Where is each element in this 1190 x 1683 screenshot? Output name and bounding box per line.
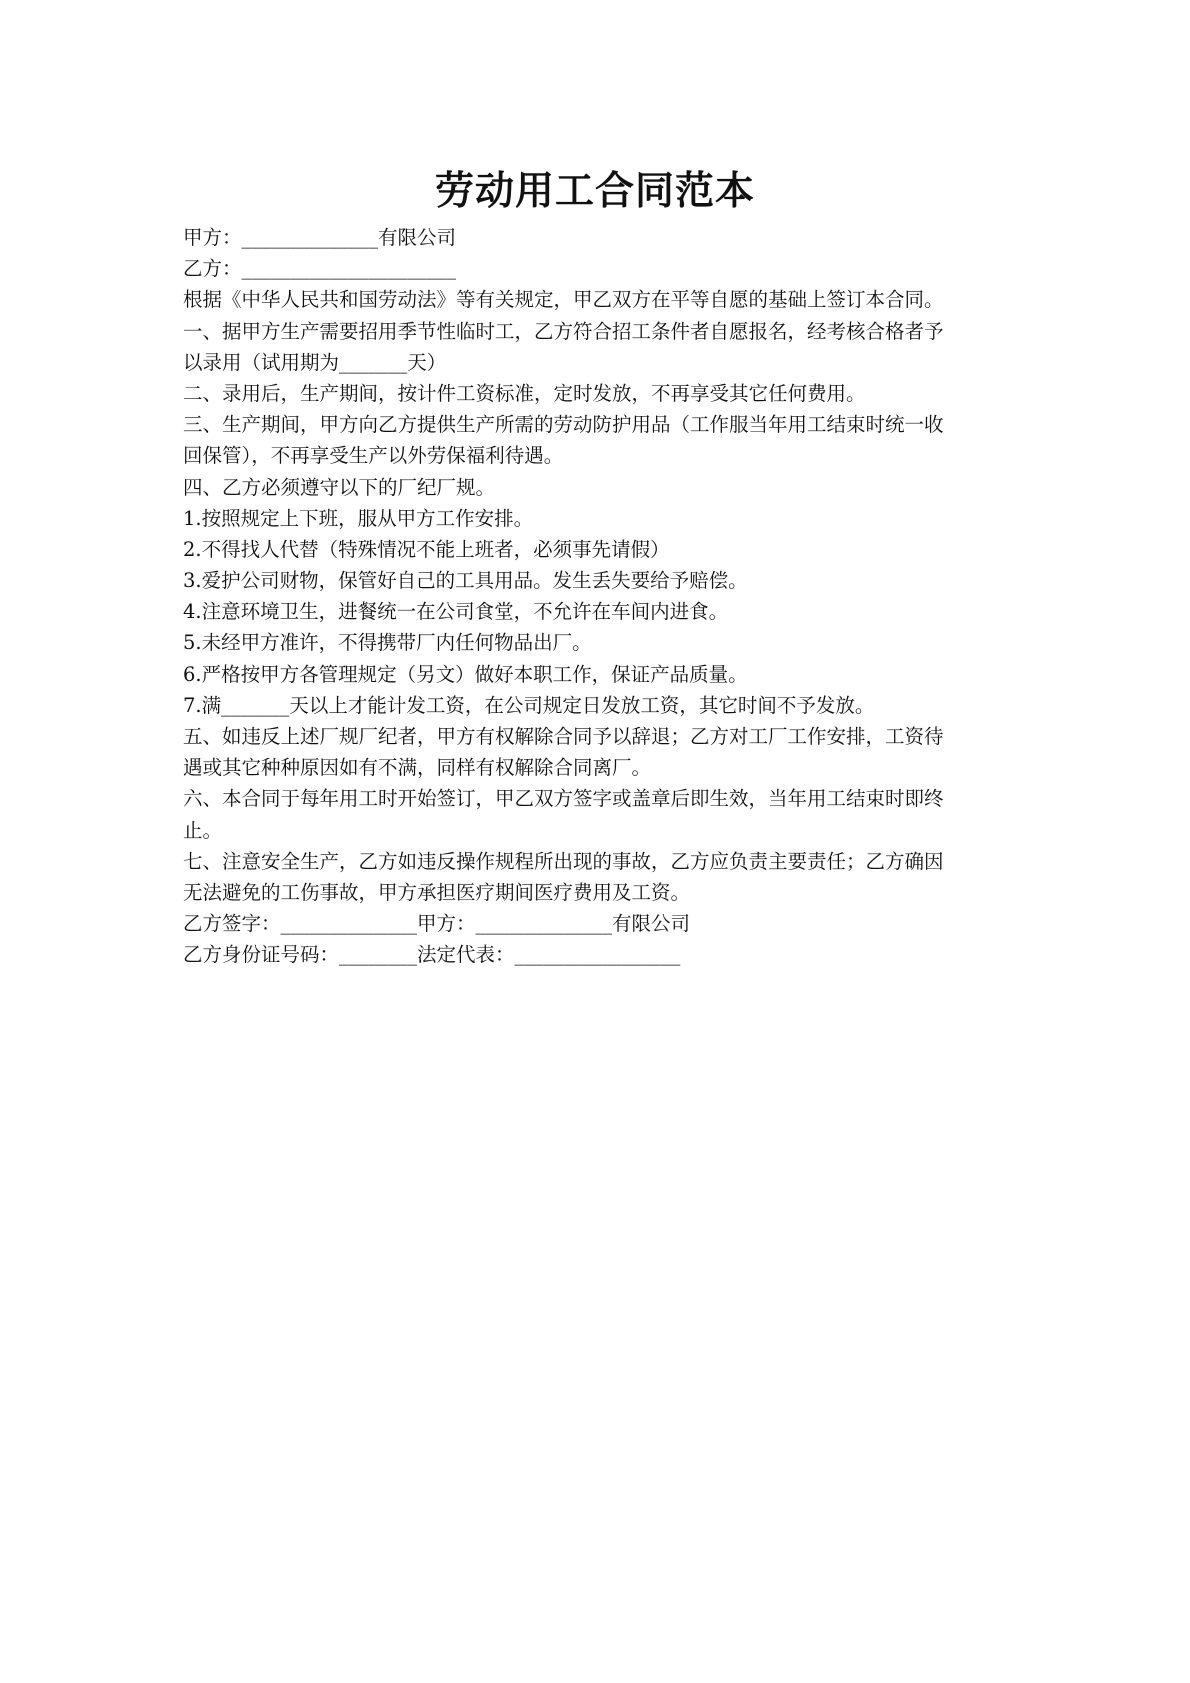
clause-7-line-1: 七、注意安全生产，乙方如违反操作规程所出现的事故，乙方应负责主要责任；乙方确因 [183, 849, 944, 873]
clause-4-heading: 四、乙方必须遵守以下的厂纪厂规。 [183, 475, 496, 499]
document-title: 劳动用工合同范本 [434, 168, 755, 214]
clause-7-line-2: 无法避免的工伤事故，甲方承担医疗期间医疗费用及工资。 [183, 880, 691, 904]
rule-item-1: 1.按照规定上下班，服从甲方工作安排。 [183, 506, 534, 530]
rule-item-3: 3.爱护公司财物，保管好自己的工具用品。发生丢失要给予赔偿。 [183, 569, 748, 593]
clause-3-line-2: 回保管），不再享受生产以外劳保福利待遇。 [183, 444, 564, 468]
clause-1-line-1: 一、据甲方生产需要招用季节性临时工，乙方符合招工条件者自愿报名，经考核合格者予 [183, 319, 944, 343]
rule-item-4: 4.注意环境卫生，进餐统一在公司食堂，不允许在车间内进食。 [183, 600, 729, 624]
party-b-line: 乙方：______________________ [183, 257, 457, 281]
clause-5-line-2: 遇或其它种种原因如有不满，同样有权解除合同离厂。 [183, 756, 652, 780]
signature-line: 乙方签字：______________甲方：______________有限公司 [183, 912, 691, 936]
id-representative-line: 乙方身份证号码：________法定代表：_________________ [183, 943, 681, 967]
clause-2-line: 二、录用后，生产期间，按计件工资标准，定时发放，不再享受其它任何费用。 [183, 381, 866, 405]
clause-6-line-1: 六、本合同于每年用工时开始签订，甲乙双方签字或盖章后即生效，当年用工结束时即终 [183, 787, 944, 811]
rule-item-6: 6.严格按甲方各管理规定（另文）做好本职工作，保证产品质量。 [183, 662, 748, 686]
clause-3-line-1: 三、生产期间，甲方向乙方提供生产所需的劳动防护用品（工作服当年用工结束时统一收 [183, 413, 944, 437]
rule-item-5: 5.未经甲方准许，不得携带厂内任何物品出厂。 [183, 631, 592, 655]
clause-6-line-2: 止。 [183, 818, 223, 842]
clause-5-line-1: 五、如违反上述厂规厂纪者，甲方有权解除合同予以辞退；乙方对工厂工作安排，工资待 [183, 725, 944, 748]
rule-item-7: 7.满_______天以上才能计发工资，在公司规定日发放工资，其它时间不予发放。 [183, 693, 875, 717]
preamble-line: 根据《中华人民共和国劳动法》等有关规定，甲乙双方在平等自愿的基础上签订本合同。 [183, 288, 944, 312]
party-a-line: 甲方：______________有限公司 [183, 226, 457, 249]
contract-body [183, 222, 1023, 971]
clause-1-line-2: 以录用（试用期为_______天） [183, 350, 447, 374]
rule-item-2: 2.不得找人代替（特殊情况不能上班者，必须事先请假） [183, 537, 670, 561]
